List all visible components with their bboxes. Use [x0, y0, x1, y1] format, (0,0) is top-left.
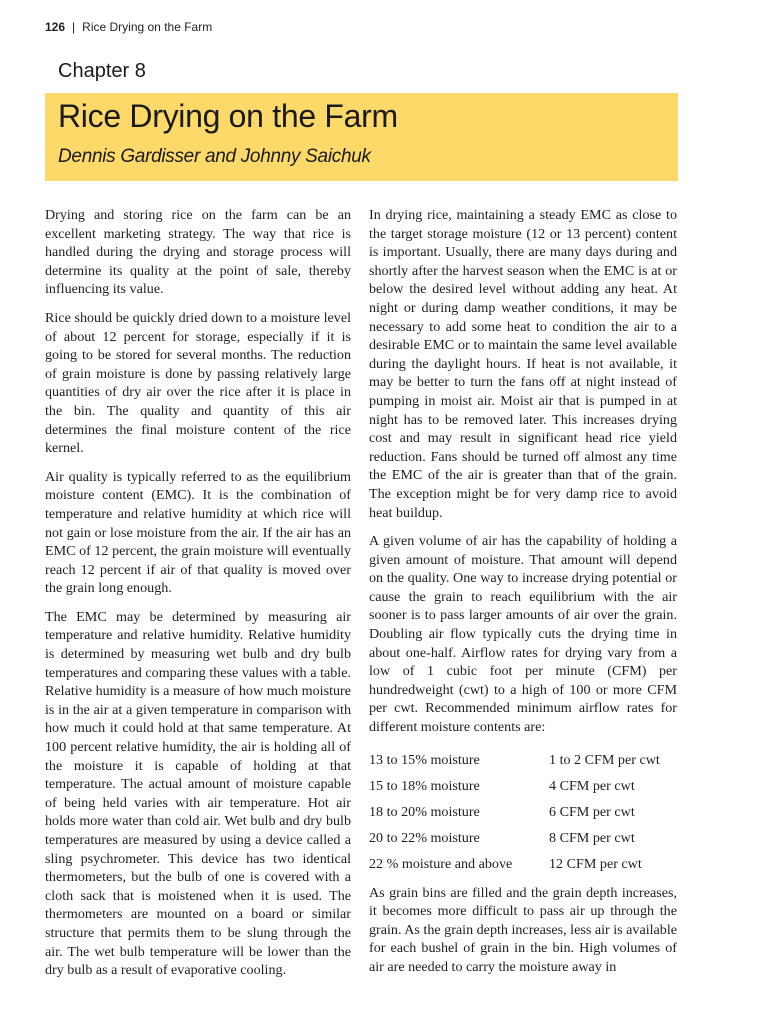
- running-head-title: Rice Drying on the Farm: [82, 20, 213, 34]
- right-column: [369, 206, 677, 987]
- moisture-range: 22 % moisture and above: [369, 855, 513, 872]
- body-paragraph: Rice should be quickly dried down to a moisture level of about 12 percent for storage, especially if it is going to be stored for several months. The reduction of grain moisture is done by passing relatively large quantities of dry air over the rice after it is place in the bin. The quality and quantity of this air determines the final moisture content of the rice kernel.: [45, 309, 351, 457]
- body-paragraph: In drying rice, maintaining a steady EMC as close to the target storage moisture (12 or 13 percent) content is important. Usually, there are many days during and shortly after the harvest season when the EMC is at or below the desired level without adding any heat. At night or during damp weather conditions, it may be necessary to add some heat to condition the air to a desirable EMC or to maintain the same level available during the daylight hours. If heat is not available, it may be better to turn the fans off at night instead of pumping in moist air. Moist air that is pumped in at night has to be removed later. This increases drying cost and may result in significant head rice yield reduction. Fans should be turned off almost any time the EMC of the air is greater than that of the grain. The exception might be for very damp rice to avoid heat buildup.: [369, 207, 677, 521]
- title-band: [45, 93, 678, 181]
- body-paragraph: Drying and storing rice on the farm can be an excellent marketing strategy. The way that rice is handled during the drying and storage process will determine its quality at the point of sale, thereby influencing its value.: [45, 207, 351, 298]
- airflow-row: [369, 825, 677, 851]
- airflow-row: [369, 851, 677, 877]
- airflow-rate: 4 CFM per cwt: [549, 777, 635, 794]
- airflow-rate: 1 to 2 CFM per cwt: [549, 751, 660, 768]
- page-number: 126: [45, 20, 66, 34]
- running-head: [45, 20, 212, 34]
- body-paragraph: Air quality is typically referred to as the equilibrium moisture content (EMC). It is the combination of temperature and relative humidity at which rice will not gain or lose moisture from the air. If the air has an EMC of 12 percent, the grain moisture will eventually reach 12 percent if air of that quality is moved over the grain long enough.: [45, 468, 351, 597]
- body-paragraph: The EMC may be determined by measuring air temperature and relative humidity. Relative humidity is determined by measuring wet bulb and dry bulb temperatures and comparing these values with a table. Relative humidity is a measure of how much moisture is in the air at a given temperature in comparison with how much it could hold at that same temperature. At 100 percent relative humidity, the air is holding all of the moisture it is capable of holding at that temperature. The actual amount of moisture capable of being held varies with air temperature. Hot air holds more water than cold air. Wet bulb and dry bulb temperatures are measured by using a device called a sling psychrometer. This device has two identical thermometers, but the bulb of one is covered with a cloth sack that is moistened when it is used. The thermometers are mounted on a board or similar structure that permits them to be slung through the air. The wet bulb temperature will be lower than the dry bulb as a result of evaporative cooling.: [45, 608, 351, 979]
- running-head-separator: |: [72, 20, 76, 34]
- airflow-rate: 12 CFM per cwt: [549, 855, 642, 872]
- airflow-rates-list: [369, 747, 677, 877]
- left-column: [45, 206, 351, 990]
- moisture-range: 13 to 15% moisture: [369, 751, 480, 768]
- moisture-range: 20 to 22% moisture: [369, 829, 480, 846]
- moisture-range: 15 to 18% moisture: [369, 777, 480, 794]
- airflow-rate: 8 CFM per cwt: [549, 829, 635, 846]
- body-paragraph: As grain bins are filled and the grain depth increases, it becomes more difficult to pass air up through the grain. As the grain depth increases, less air is available for each bushel of grain in the bin. High volumes of air are needed to carry the moisture away in: [369, 884, 678, 975]
- airflow-row: [369, 747, 677, 773]
- chapter-title: Rice Drying on the Farm: [58, 98, 398, 134]
- chapter-label: Chapter 8: [58, 60, 146, 82]
- airflow-rate: 6 CFM per cwt: [549, 803, 635, 820]
- airflow-row: [369, 773, 677, 799]
- chapter-authors: Dennis Gardisser and Johnny Saichuk: [58, 146, 371, 167]
- airflow-row: [369, 799, 677, 825]
- body-paragraph: A given volume of air has the capability of holding a given amount of moisture. That amount will depend on the quality. One way to increase drying potential or cause the grain to reach equilibrium with the air sooner is to pass larger amounts of air over the grain. Doubling air flow typically cuts the drying time in about one-half. Airflow rates for drying vary from a low of 1 cubic foot per minute (CFM) per hundredweight (cwt) to a high of 100 or more CFM per cwt. Recommended minimum airflow rates for different moisture contents are:: [369, 533, 677, 736]
- moisture-range: 18 to 20% moisture: [369, 803, 480, 820]
